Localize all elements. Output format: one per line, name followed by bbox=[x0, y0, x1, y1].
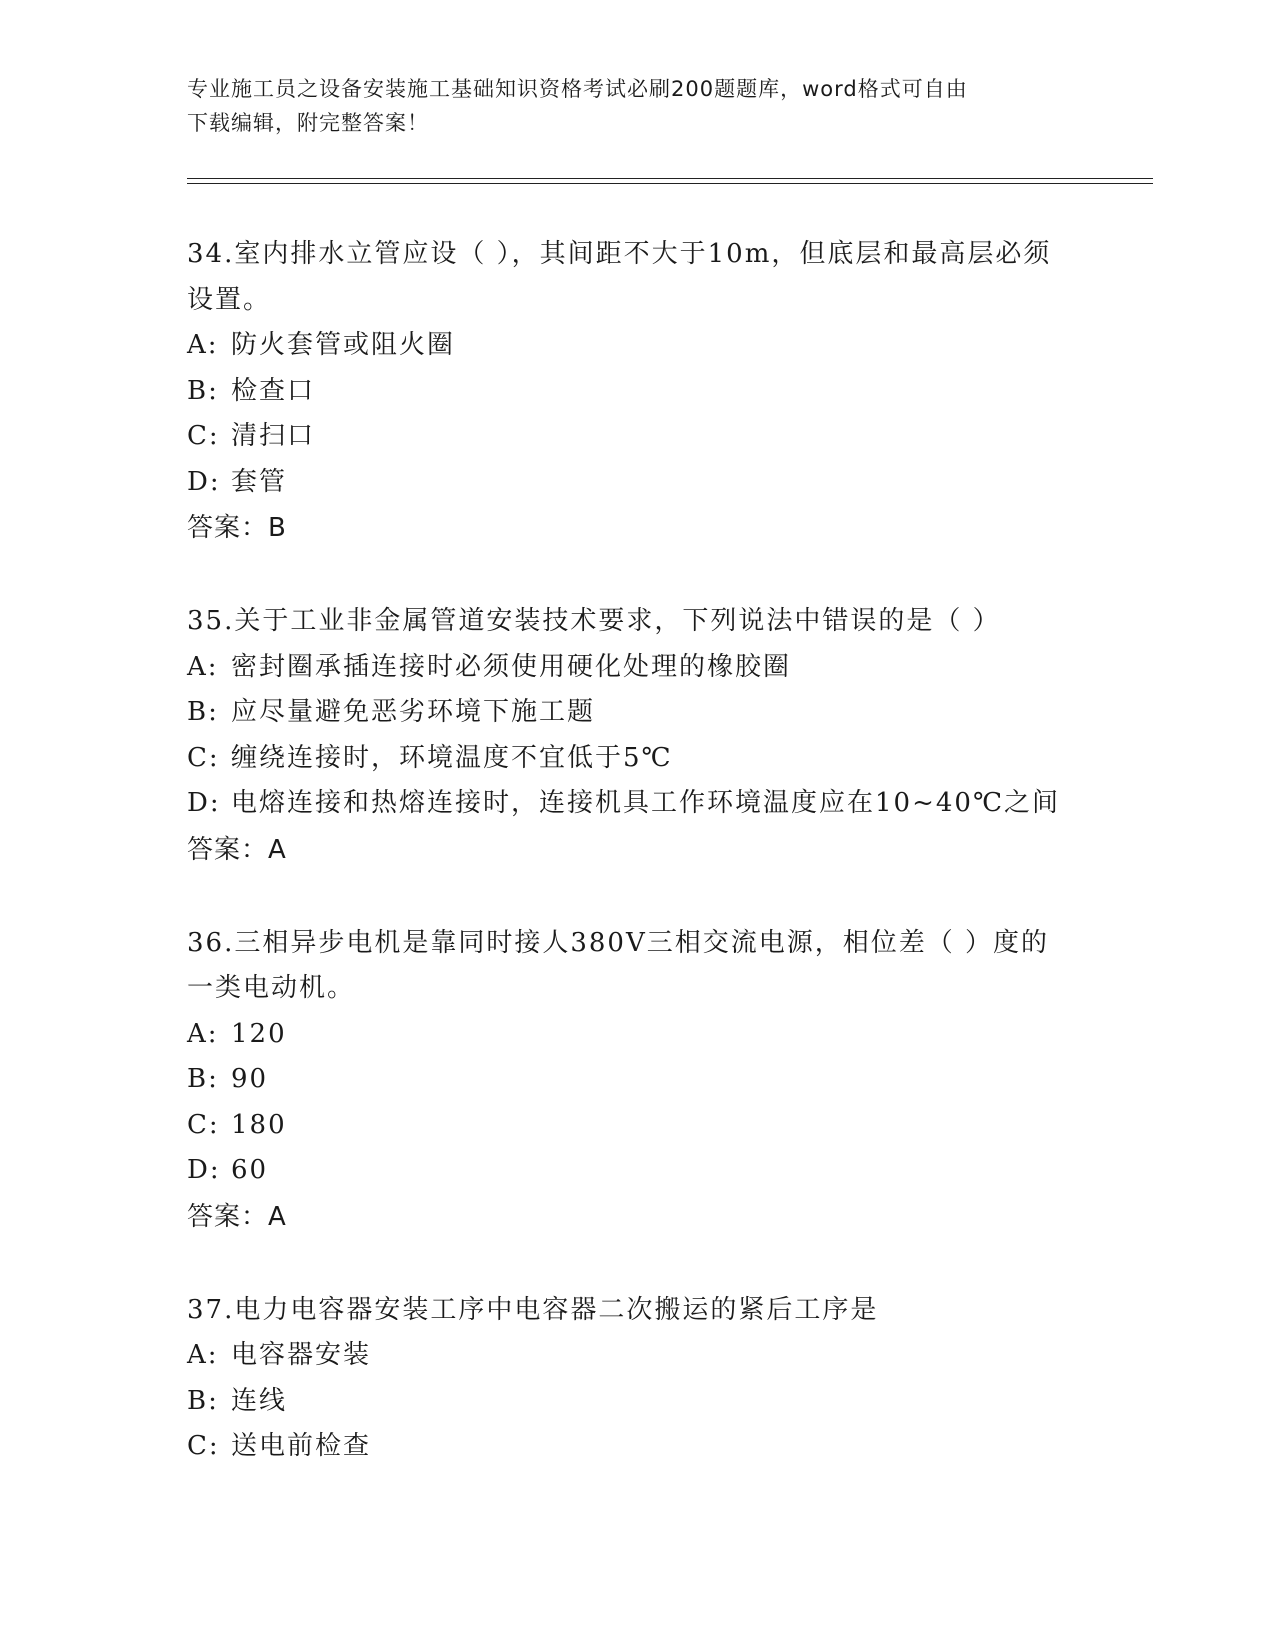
option-b bbox=[187, 369, 1107, 415]
option-c bbox=[187, 736, 1107, 782]
option-key: D: bbox=[187, 466, 221, 497]
option-c bbox=[187, 414, 1107, 460]
option-d bbox=[187, 781, 1107, 827]
question-stem: 设置。 bbox=[187, 284, 272, 315]
option-text: 120 bbox=[231, 1018, 287, 1049]
option-text: 检查口 bbox=[231, 375, 316, 406]
document-header bbox=[187, 72, 1067, 140]
option-key: C: bbox=[187, 1109, 220, 1140]
option-key: D: bbox=[187, 1155, 221, 1185]
header-divider bbox=[187, 183, 1153, 184]
header-intro-line: 专业施工员之设备安装施工基础知识资格考试必刷200题题库，word格式可自由 bbox=[187, 77, 968, 101]
option-a bbox=[187, 1333, 1107, 1379]
answer-line: 答案：A bbox=[187, 1201, 287, 1232]
option-key: B: bbox=[187, 375, 219, 406]
option-text: 防火套管或阻火圈 bbox=[231, 330, 456, 360]
question-stem: 一类电动机。 bbox=[187, 973, 356, 1003]
option-a bbox=[187, 323, 1107, 369]
question-list bbox=[187, 232, 1107, 1518]
option-key: B: bbox=[187, 697, 219, 727]
option-text: 电容器安装 bbox=[231, 1340, 372, 1370]
question-item bbox=[187, 232, 1107, 551]
option-text: 清扫口 bbox=[231, 421, 316, 451]
option-key: C: bbox=[187, 1431, 220, 1461]
option-text: 套管 bbox=[231, 466, 288, 497]
option-b bbox=[187, 1057, 1107, 1103]
option-key: A: bbox=[187, 330, 219, 360]
option-key: B: bbox=[187, 1064, 219, 1094]
option-key: A: bbox=[187, 1340, 219, 1370]
question-stem: 37.电力电容器安装工序中电容器二次搬运的紧后工序是 bbox=[187, 1294, 879, 1325]
option-text: 应尽量避免恶劣环境下施工题 bbox=[231, 697, 596, 727]
option-d bbox=[187, 1148, 1107, 1194]
option-key: C: bbox=[187, 742, 220, 773]
option-c bbox=[187, 1103, 1107, 1149]
question-stem: 36.三相异步电机是靠同时接人380V三相交流电源，相位差（ ）度的 bbox=[187, 927, 1050, 958]
question-stem: 35.关于工业非金属管道安装技术要求，下列说法中错误的是（ ） bbox=[187, 606, 1001, 636]
option-key: B: bbox=[187, 1385, 219, 1416]
option-text: 90 bbox=[231, 1064, 269, 1094]
option-text: 缠绕连接时，环境温度不宜低于5℃ bbox=[231, 742, 673, 773]
option-b bbox=[187, 690, 1107, 736]
option-b bbox=[187, 1379, 1107, 1425]
option-text: 60 bbox=[231, 1155, 269, 1185]
header-intro-line: 下载编辑，附完整答案！ bbox=[187, 111, 429, 135]
question-stem: 34.室内排水立管应设（ ），其间距不大于10m，但底层和最高层必须 bbox=[187, 239, 1052, 269]
option-text: 连线 bbox=[231, 1385, 288, 1416]
answer-line: 答案：A bbox=[187, 834, 287, 865]
option-text: 送电前检查 bbox=[231, 1431, 372, 1461]
answer-line: 答案：B bbox=[187, 513, 287, 543]
option-key: A: bbox=[187, 1018, 219, 1049]
option-text: 180 bbox=[231, 1109, 287, 1140]
header-divider bbox=[187, 178, 1153, 179]
option-key: C: bbox=[187, 421, 220, 451]
option-d bbox=[187, 460, 1107, 506]
option-a bbox=[187, 645, 1107, 691]
question-item bbox=[187, 1288, 1107, 1470]
option-text: 密封圈承插连接时必须使用硬化处理的橡胶圈 bbox=[231, 651, 792, 682]
option-text: 电熔连接和热熔连接时，连接机具工作环境温度应在10~40℃之间 bbox=[231, 788, 1061, 818]
question-item bbox=[187, 921, 1107, 1240]
option-key: A: bbox=[187, 651, 219, 682]
question-item bbox=[187, 599, 1107, 873]
option-a bbox=[187, 1012, 1107, 1058]
option-key: D: bbox=[187, 788, 221, 818]
option-c bbox=[187, 1424, 1107, 1470]
